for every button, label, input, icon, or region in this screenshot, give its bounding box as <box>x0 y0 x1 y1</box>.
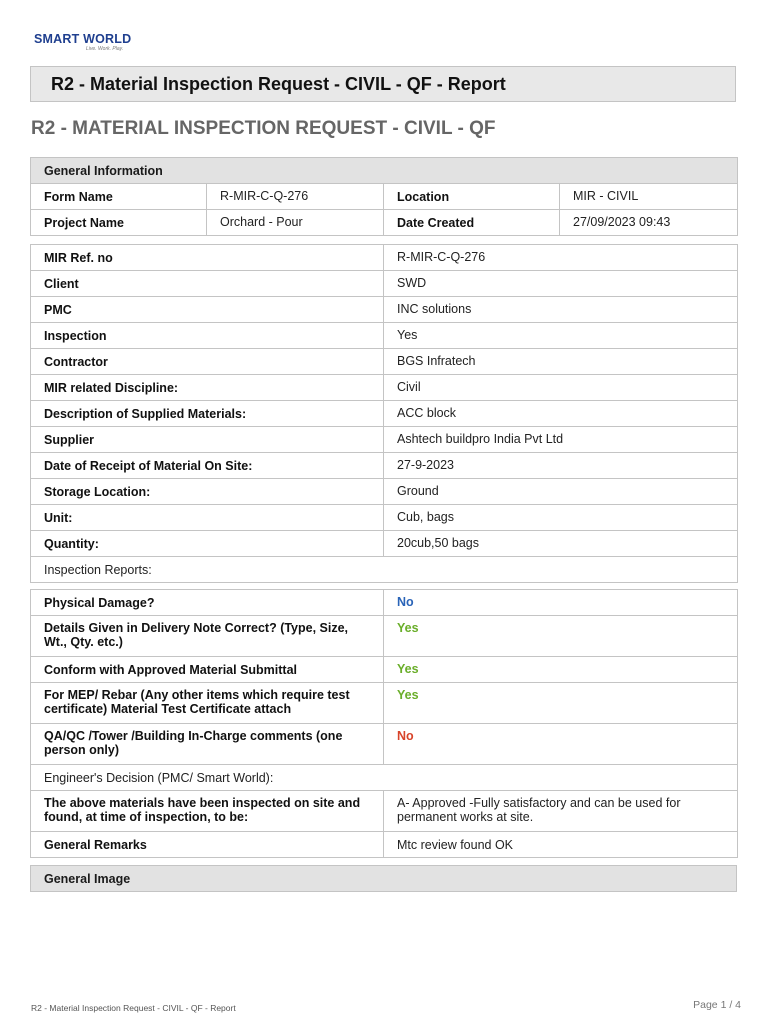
form-heading: R2 - MATERIAL INSPECTION REQUEST - CIVIL - QF <box>31 118 496 139</box>
inspection-row <box>31 590 738 616</box>
detail-label: Inspection <box>31 323 384 349</box>
detail-row <box>31 479 738 505</box>
approved-submittal-value: Yes <box>384 657 738 683</box>
detail-label: Date of Receipt of Material On Site: <box>31 453 384 479</box>
inspection-row <box>31 683 738 724</box>
detail-row <box>31 271 738 297</box>
info-row <box>31 210 738 236</box>
detail-value: Yes <box>384 323 738 349</box>
detail-value: Civil <box>384 375 738 401</box>
general-remarks-label: General Remarks <box>31 832 384 858</box>
detail-value: BGS Infratech <box>384 349 738 375</box>
location-label: Location <box>384 184 560 210</box>
company-logo <box>34 33 144 55</box>
detail-value: Cub, bags <box>384 505 738 531</box>
general-remarks-value: Mtc review found OK <box>384 832 738 858</box>
delivery-note-value: Yes <box>384 616 738 657</box>
report-title: R2 - Material Inspection Request - CIVIL - QF - Report <box>51 73 506 94</box>
physical-damage-label: Physical Damage? <box>31 590 384 616</box>
detail-value: INC solutions <box>384 297 738 323</box>
logo-text: SMART WORLD <box>34 32 132 46</box>
footer-report-name: R2 - Material Inspection Request - CIVIL - QF - Report <box>31 1003 236 1013</box>
detail-row <box>31 297 738 323</box>
incharge-comments-label: QA/QC /Tower /Building In-Charge comments (one person only) <box>31 724 384 765</box>
incharge-comments-value: No <box>384 724 738 765</box>
detail-label: Description of Supplied Materials: <box>31 401 384 427</box>
physical-damage-value: No <box>384 590 738 616</box>
inspection-row <box>31 832 738 858</box>
inspection-row <box>31 616 738 657</box>
form-name-value: R-MIR-C-Q-276 <box>207 184 384 210</box>
detail-value: R-MIR-C-Q-276 <box>384 245 738 271</box>
general-info-table <box>30 157 738 236</box>
detail-row <box>31 505 738 531</box>
detail-row <box>31 453 738 479</box>
detail-row <box>31 349 738 375</box>
general-image-header: General Image <box>31 866 737 892</box>
detail-label: MIR related Discipline: <box>31 375 384 401</box>
date-created-value: 27/09/2023 09:43 <box>560 210 738 236</box>
detail-label: Unit: <box>31 505 384 531</box>
detail-value: Ground <box>384 479 738 505</box>
info-row <box>31 184 738 210</box>
details-table <box>30 244 738 583</box>
inspection-reports-label: Inspection Reports: <box>31 557 738 583</box>
test-certificate-value: Yes <box>384 683 738 724</box>
inspection-row <box>31 791 738 832</box>
detail-row <box>31 531 738 557</box>
project-name-value: Orchard - Pour <box>207 210 384 236</box>
detail-row <box>31 401 738 427</box>
inspection-row <box>31 724 738 765</box>
section-row <box>31 557 738 583</box>
detail-value: 27-9-2023 <box>384 453 738 479</box>
detail-row <box>31 427 738 453</box>
location-value: MIR - CIVIL <box>560 184 738 210</box>
page-number: Page 1 / 4 <box>693 999 741 1011</box>
detail-value: Ashtech buildpro India Pvt Ltd <box>384 427 738 453</box>
general-info-header: General Information <box>31 158 738 184</box>
logo-tagline: Live. Work. Play. <box>86 46 124 52</box>
section-row <box>31 765 738 791</box>
decision-value: A- Approved -Fully satisfactory and can be used for permanent works at site. <box>384 791 738 832</box>
general-image-table <box>30 865 737 892</box>
detail-label: MIR Ref. no <box>31 245 384 271</box>
delivery-note-label: Details Given in Delivery Note Correct? (Type, Size, Wt., Qty. etc.) <box>31 616 384 657</box>
detail-row <box>31 245 738 271</box>
detail-label: PMC <box>31 297 384 323</box>
detail-value: SWD <box>384 271 738 297</box>
detail-label: Quantity: <box>31 531 384 557</box>
decision-label: The above materials have been inspected on site and found, at time of inspection, to be: <box>31 791 384 832</box>
detail-label: Supplier <box>31 427 384 453</box>
detail-row <box>31 323 738 349</box>
detail-row <box>31 375 738 401</box>
project-name-label: Project Name <box>31 210 207 236</box>
report-title-bar <box>30 66 736 102</box>
detail-label: Client <box>31 271 384 297</box>
test-certificate-label: For MEP/ Rebar (Any other items which require test certificate) Material Test Certificate attach <box>31 683 384 724</box>
detail-value: 20cub,50 bags <box>384 531 738 557</box>
inspection-table <box>30 589 738 858</box>
detail-label: Storage Location: <box>31 479 384 505</box>
inspection-row <box>31 657 738 683</box>
detail-label: Contractor <box>31 349 384 375</box>
approved-submittal-label: Conform with Approved Material Submittal <box>31 657 384 683</box>
engineers-decision-label: Engineer's Decision (PMC/ Smart World): <box>31 765 738 791</box>
form-name-label: Form Name <box>31 184 207 210</box>
detail-value: ACC block <box>384 401 738 427</box>
date-created-label: Date Created <box>384 210 560 236</box>
